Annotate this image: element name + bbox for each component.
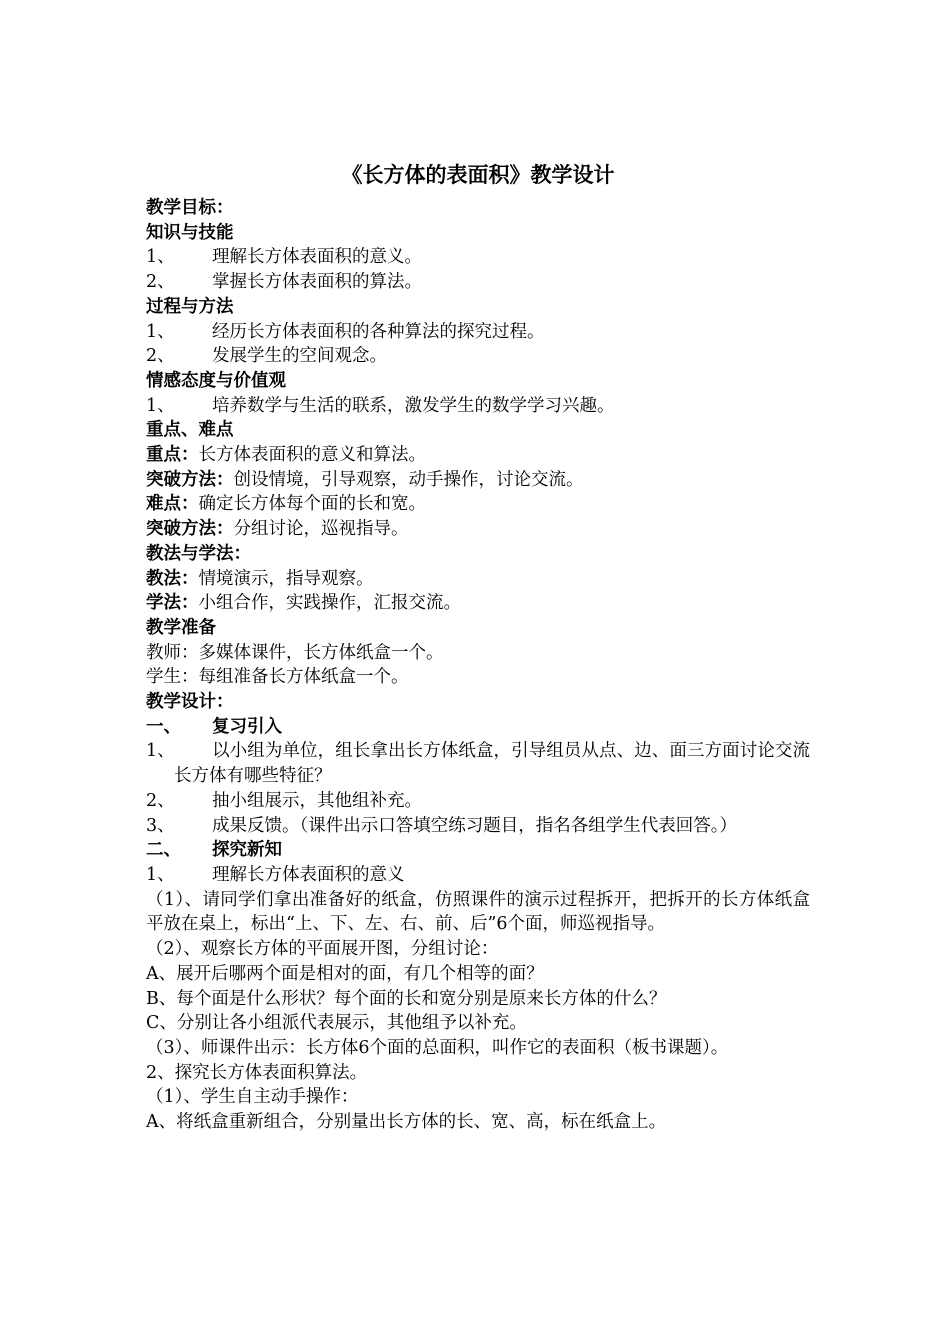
- part2-number: 二、: [146, 840, 181, 861]
- break2-text: 分组讨论，巡视指导。: [233, 519, 409, 540]
- learn-line: [146, 591, 810, 616]
- part1-number: 一、: [146, 716, 181, 737]
- break1-line: [146, 468, 810, 493]
- part1-title: 复习引入: [212, 716, 282, 737]
- paragraph: （1）、请同学们拿出准备好的纸盒，仿照课件的演示过程拆开，把拆开的长方体纸盒平放在桌上，标出“上、下、左、右、前、后”6个面，师巡视指导。: [146, 889, 810, 935]
- item-text: 抽小组展示，其他组补充。: [212, 790, 422, 811]
- list-item: [146, 394, 810, 419]
- item-text: 成果反馈。（课件出示口答填空练习题目，指名各组学生代表回答。）: [212, 815, 737, 836]
- part2-title: 探究新知: [212, 840, 282, 861]
- list-item: [146, 344, 810, 369]
- item-text: 发展学生的空间观念。: [212, 346, 387, 367]
- break2-label: 突破方法：: [146, 519, 234, 540]
- part1-heading: [146, 715, 810, 740]
- list-item: [146, 320, 810, 345]
- break2-line: [146, 517, 810, 542]
- process-heading: 过程与方法: [146, 296, 234, 317]
- item-number: 1、: [146, 321, 175, 342]
- list-item: [146, 245, 810, 270]
- paragraph: A、展开后哪两个面是相对的面，有几个相等的面？: [146, 963, 544, 984]
- item-number: 2、: [146, 272, 175, 293]
- prep-heading: 教学准备: [146, 617, 216, 638]
- knowledge-heading: 知识与技能: [146, 222, 234, 243]
- difficulty-label: 难点：: [146, 494, 199, 515]
- list-item: [146, 270, 810, 295]
- paragraph: 2、探究长方体表面积算法。: [146, 1062, 368, 1083]
- item-text: 经历长方体表面积的各种算法的探究过程。: [212, 321, 545, 342]
- item-number: 2、: [146, 790, 175, 811]
- item-number: 1、: [146, 741, 175, 762]
- item-text: 理解长方体表面积的意义。: [212, 247, 422, 268]
- learn-text: 小组合作，实践操作，汇报交流。: [198, 593, 461, 614]
- item-text: 培养数学与生活的联系，激发学生的数学学习兴趣。: [212, 395, 615, 416]
- item-number: 1、: [146, 247, 175, 268]
- item-text: 理解长方体表面积的意义: [212, 864, 405, 885]
- paragraph: （2）、观察长方体的平面展开图，分组讨论：: [146, 939, 499, 960]
- item-number: 2、: [146, 346, 175, 367]
- break1-text: 创设情境，引导观察，动手操作，讨论交流。: [233, 469, 584, 490]
- list-item: [146, 739, 810, 788]
- learn-label: 学法：: [146, 593, 199, 614]
- paragraph: C、分别让各小组派代表展示，其他组予以补充。: [146, 1013, 527, 1034]
- teach-label: 教法：: [146, 568, 199, 589]
- list-item: [146, 789, 810, 814]
- item-number: 3、: [146, 815, 175, 836]
- list-item: [146, 863, 810, 888]
- prep-student: 学生：每组准备长方体纸盒一个。: [146, 667, 409, 688]
- prep-teacher: 教师：多媒体课件，长方体纸盒一个。: [146, 642, 444, 663]
- key-line: [146, 443, 810, 468]
- paragraph: （3）、师课件出示：长方体6个面的总面积，叫作它的表面积（板书课题）。: [146, 1037, 729, 1058]
- goals-heading: 教学目标：: [146, 198, 234, 218]
- methods-heading: 教法与学法：: [146, 543, 251, 564]
- key-label: 重点：: [146, 445, 199, 466]
- difficulty-text: 确定长方体每个面的长和宽。: [198, 494, 426, 515]
- item-number: 1、: [146, 864, 175, 885]
- emotion-heading: 情感态度与价值观: [146, 370, 286, 391]
- teach-text: 情境演示，指导观察。: [198, 568, 374, 589]
- part2-heading: [146, 838, 810, 863]
- teach-line: [146, 567, 810, 592]
- item-text: 掌握长方体表面积的算法。: [212, 272, 422, 293]
- item-number: 1、: [146, 395, 175, 416]
- design-heading: 教学设计：: [146, 692, 234, 713]
- paragraph: （1）、学生自主动手操作：: [146, 1087, 359, 1108]
- difficulty-line: [146, 492, 810, 517]
- paragraph: B、每个面是什么形状？每个面的长和宽分别是原来长方体的什么？: [146, 988, 667, 1009]
- document-title: 《长方体的表面积》教学设计: [341, 163, 615, 187]
- break1-label: 突破方法：: [146, 469, 234, 490]
- key-text: 长方体表面积的意义和算法。: [198, 445, 426, 466]
- list-item: [146, 814, 810, 839]
- item-text: 以小组为单位，组长拿出长方体纸盒，引导组员从点、边、面三方面讨论交流长方体有哪些特征？: [174, 741, 810, 787]
- document-page: [146, 160, 810, 1135]
- keypoints-heading: 重点、难点: [146, 420, 234, 441]
- paragraph: A、将纸盒重新组合，分别量出长方体的长、宽、高，标在纸盒上。: [146, 1112, 667, 1133]
